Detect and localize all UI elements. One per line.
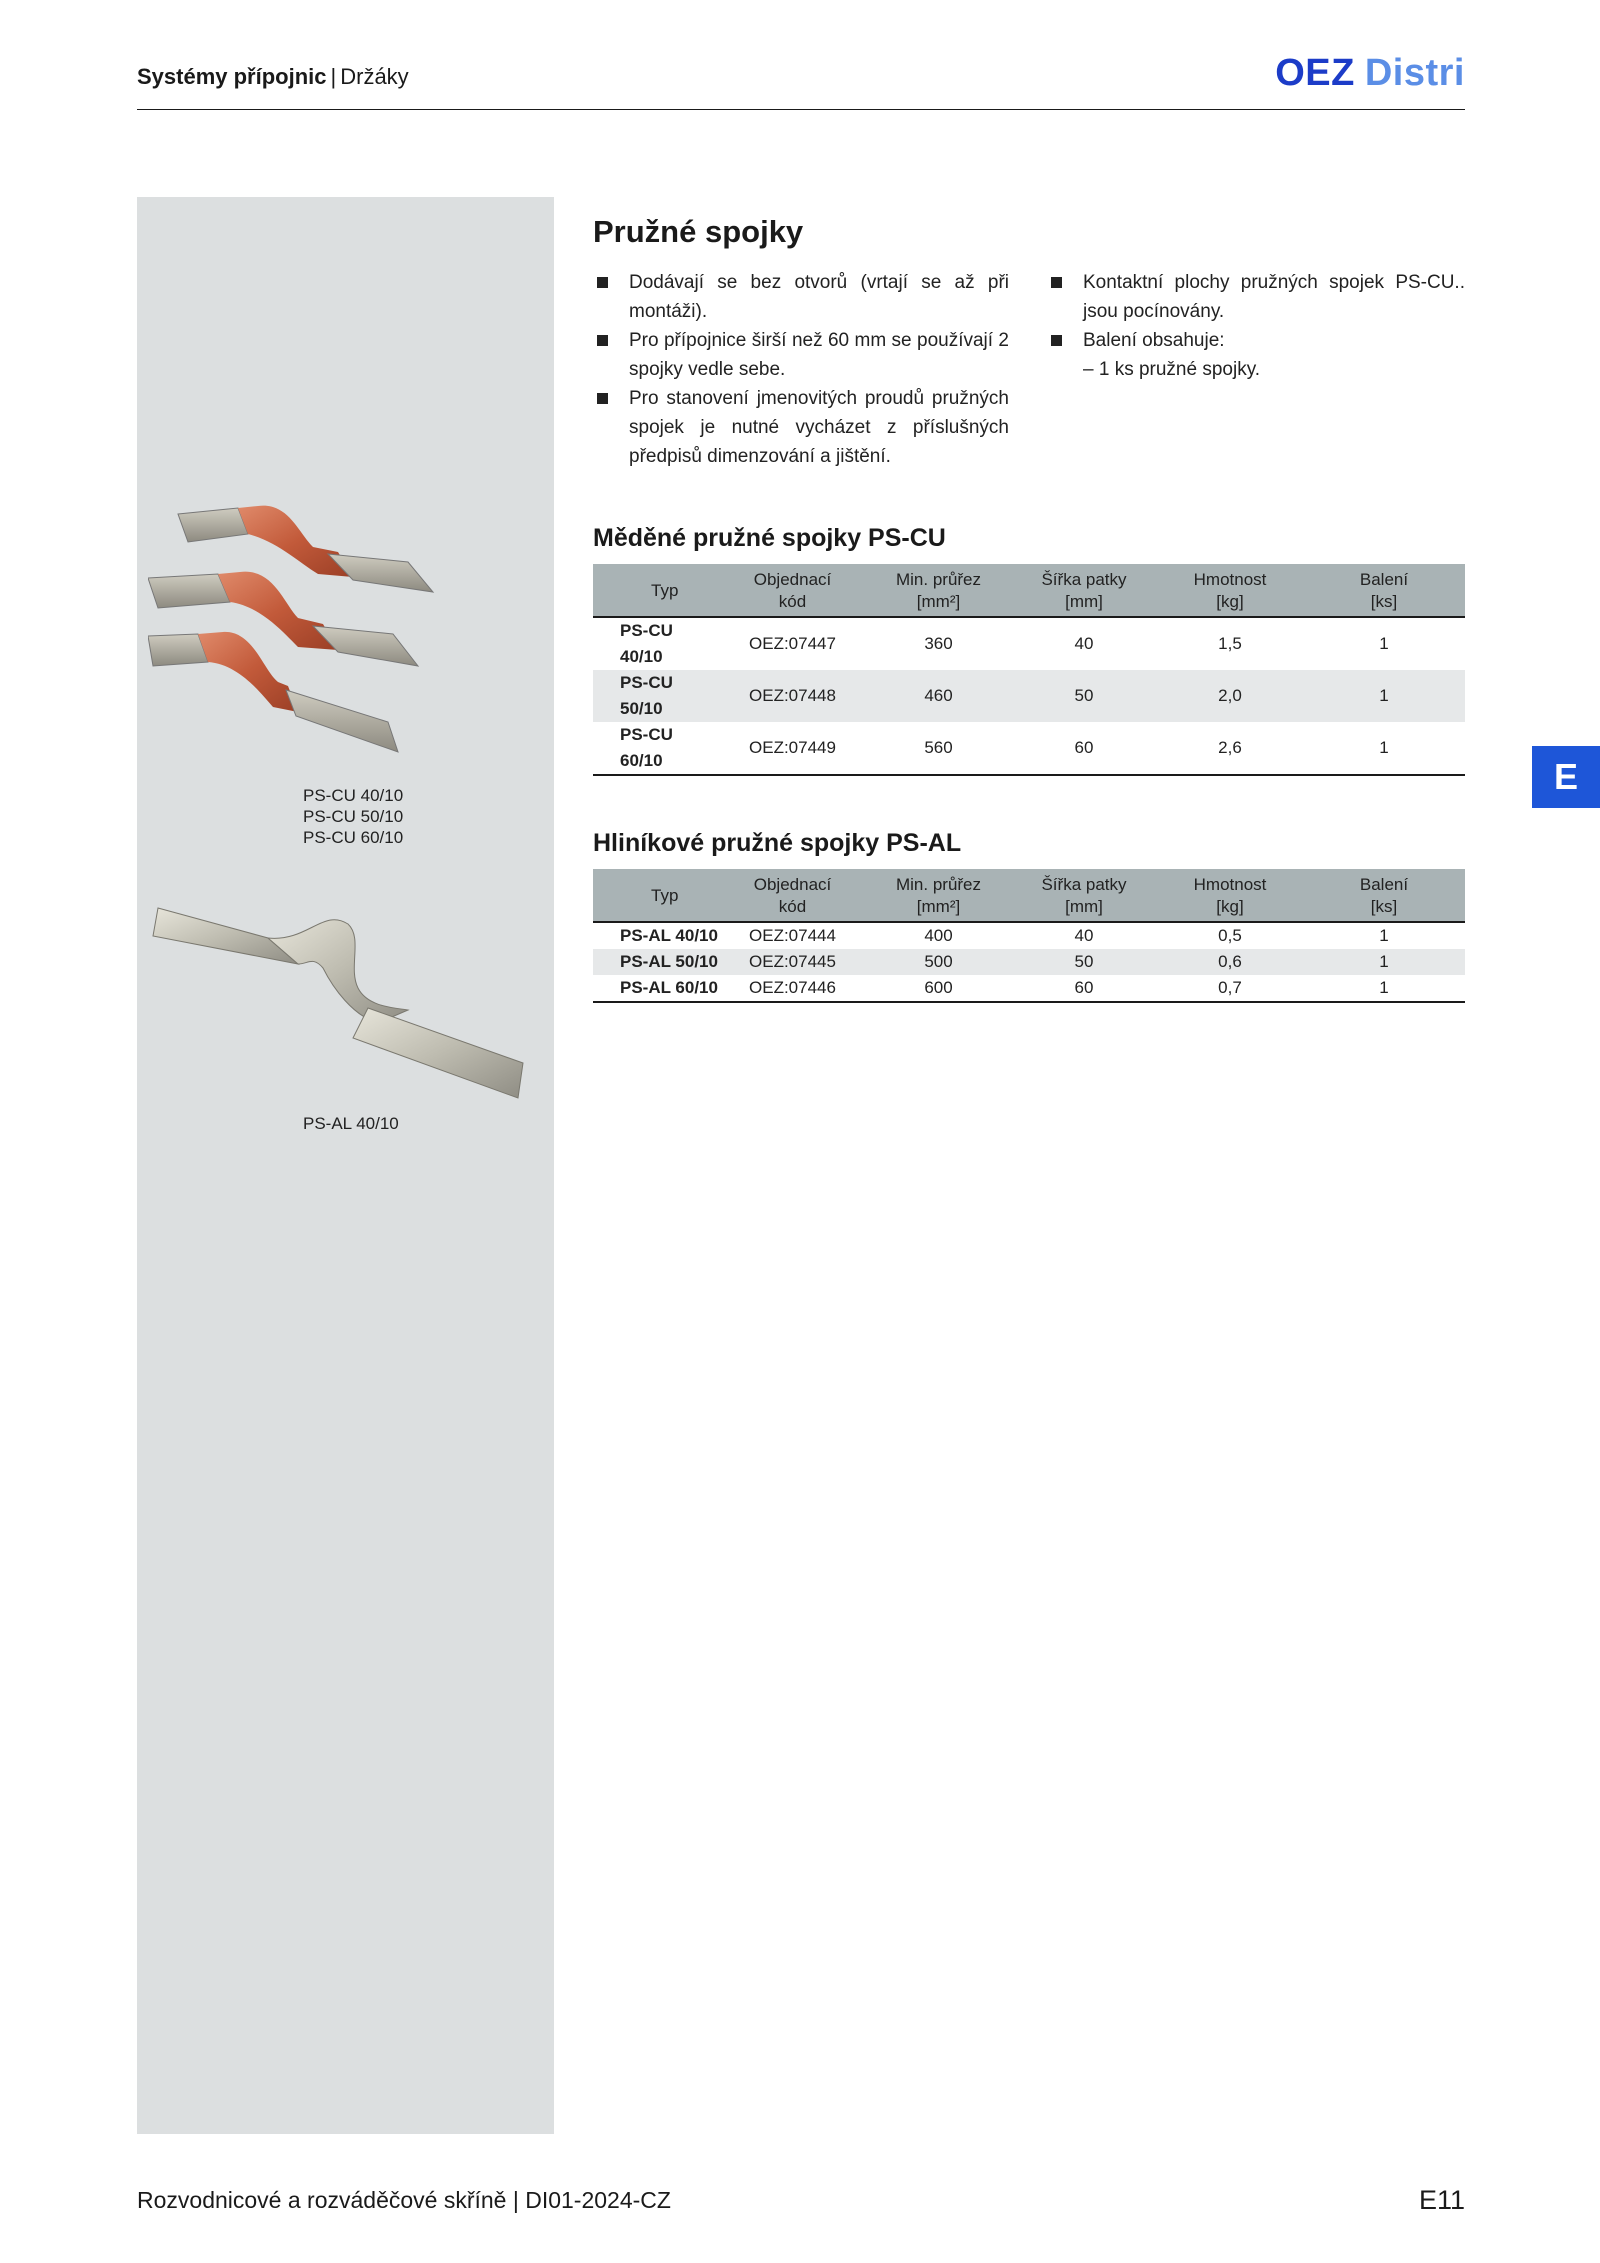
col-header-prurez: Min. průřez [mm²] (866, 869, 1011, 922)
cell-typ: PS-AL 60/10 (593, 975, 719, 1002)
logo-distri: Distri (1364, 52, 1465, 94)
ps-cu-caption (303, 785, 403, 848)
breadcrumb-section: Systémy přípojnic (137, 64, 327, 89)
table-header-row (593, 564, 1465, 617)
oez-distri-logo (1275, 52, 1465, 95)
bullet-list-right (1047, 268, 1465, 384)
bullet-list-left (593, 268, 1009, 471)
cell-kod: OEZ:07446 (719, 975, 866, 1002)
cell-baleni: 1 (1379, 634, 1389, 653)
list-item: Kontaktní plochy pružných spojek PS-CU.. jsou pocínovány. (1047, 268, 1465, 326)
col-header-kod: Objednací kód (719, 564, 866, 617)
col-header-sirka: Šířka patky [mm] (1011, 564, 1157, 617)
cell-baleni: 1 (1379, 952, 1389, 971)
page-header (137, 50, 1465, 110)
cell-typ: PS-CU 50/10 (620, 673, 673, 718)
list-item: Balení obsahuje: (1047, 326, 1465, 355)
cell-sirka: 50 (1074, 686, 1094, 705)
list-item: Pro stanovení jmenovitých proudů pružných spojek je nutné vycházet z příslušných předpisů dimenzování a jištění. (593, 384, 1009, 471)
list-item-sub: – 1 ks pružné spojky. (1083, 359, 1261, 380)
cell-typ: PS-CU 40/10 (620, 621, 673, 666)
cell-typ: PS-AL 40/10 (620, 926, 718, 945)
caption-line: PS-CU 50/10 (303, 807, 404, 826)
col-header-kod: Objednací kód (719, 869, 866, 922)
cell-prurez: 560 (866, 722, 1011, 775)
table-row (593, 975, 1465, 1002)
cell-prurez: 360 (924, 634, 953, 653)
cell-sirka: 60 (1011, 722, 1157, 775)
cell-prurez: 460 (924, 686, 953, 705)
col-header-baleni: Balení [ks] (1303, 564, 1465, 617)
logo-oez: OEZ (1275, 52, 1355, 94)
cell-kod: OEZ:07447 (749, 634, 836, 653)
cell-sirka: 40 (1074, 634, 1094, 653)
ps-al-product-image (148, 898, 548, 1118)
col-header-typ: Typ (593, 564, 719, 617)
ps-cu-product-image (148, 502, 548, 772)
caption-line: PS-CU 40/10 (303, 786, 404, 805)
cell-hmotnost: 0,7 (1157, 975, 1303, 1002)
cell-sirka: 50 (1074, 952, 1094, 971)
page-number: E11 (1418, 2185, 1465, 2215)
page-title: Pružné spojky (593, 214, 804, 249)
cell-hmotnost: 0,5 (1218, 926, 1242, 945)
cell-typ: PS-AL 50/10 (620, 952, 718, 971)
list-item: Pro přípojnice širší než 60 mm se používají 2 spojky vedle sebe. (593, 326, 1009, 384)
cell-baleni: 1 (1379, 926, 1389, 945)
ps-al-caption: PS-AL 40/10 (303, 1114, 399, 1133)
cell-kod: OEZ:07448 (749, 686, 836, 705)
cell-baleni: 1 (1303, 975, 1465, 1002)
table-row (593, 922, 1465, 949)
col-header-prurez: Min. průřez [mm²] (866, 564, 1011, 617)
col-header-hmotnost: Hmotnost [kg] (1157, 564, 1303, 617)
col-header-typ: Typ (593, 869, 719, 922)
cell-hmotnost: 1,5 (1218, 634, 1242, 653)
cell-hmotnost: 2,0 (1218, 686, 1242, 705)
table-header-row (593, 869, 1465, 922)
cell-sirka: 60 (1011, 975, 1157, 1002)
table-row (593, 670, 1465, 722)
cell-prurez: 400 (924, 926, 953, 945)
cell-kod: OEZ:07445 (749, 952, 836, 971)
cell-prurez: 500 (924, 952, 953, 971)
breadcrumb-subsection: Držáky (340, 64, 409, 89)
cell-prurez: 600 (866, 975, 1011, 1002)
al-spec-table (593, 869, 1465, 1003)
cu-spec-table (593, 564, 1465, 776)
col-header-hmotnost: Hmotnost [kg] (1157, 869, 1303, 922)
cell-kod: OEZ:07444 (749, 926, 836, 945)
col-header-baleni: Balení [ks] (1303, 869, 1465, 922)
cell-typ: PS-CU 60/10 (593, 722, 719, 775)
cell-kod: OEZ:07449 (719, 722, 866, 775)
cell-hmotnost: 2,6 (1157, 722, 1303, 775)
table-row (593, 949, 1465, 975)
caption-line: PS-CU 60/10 (303, 828, 404, 847)
side-panel (137, 197, 554, 2134)
cell-hmotnost: 0,6 (1218, 952, 1242, 971)
list-item: Dodávají se bez otvorů (vrtají se až při montáži). (593, 268, 1009, 326)
cell-baleni: 1 (1303, 722, 1465, 775)
table-row (593, 722, 1465, 775)
table-row (593, 617, 1465, 670)
cu-section-title: Měděné pružné spojky PS-CU (593, 524, 946, 552)
breadcrumb (137, 64, 409, 90)
breadcrumb-separator: | (330, 64, 337, 89)
cell-baleni: 1 (1379, 686, 1389, 705)
col-header-sirka: Šířka patky [mm] (1011, 869, 1157, 922)
cell-sirka: 40 (1074, 926, 1094, 945)
section-tab-e: E (1532, 746, 1600, 808)
footer-document-title: Rozvodnicové a rozváděčové skříně | DI01-2024-CZ (137, 2187, 671, 2213)
al-section-title: Hliníkové pružné spojky PS-AL (593, 829, 962, 857)
